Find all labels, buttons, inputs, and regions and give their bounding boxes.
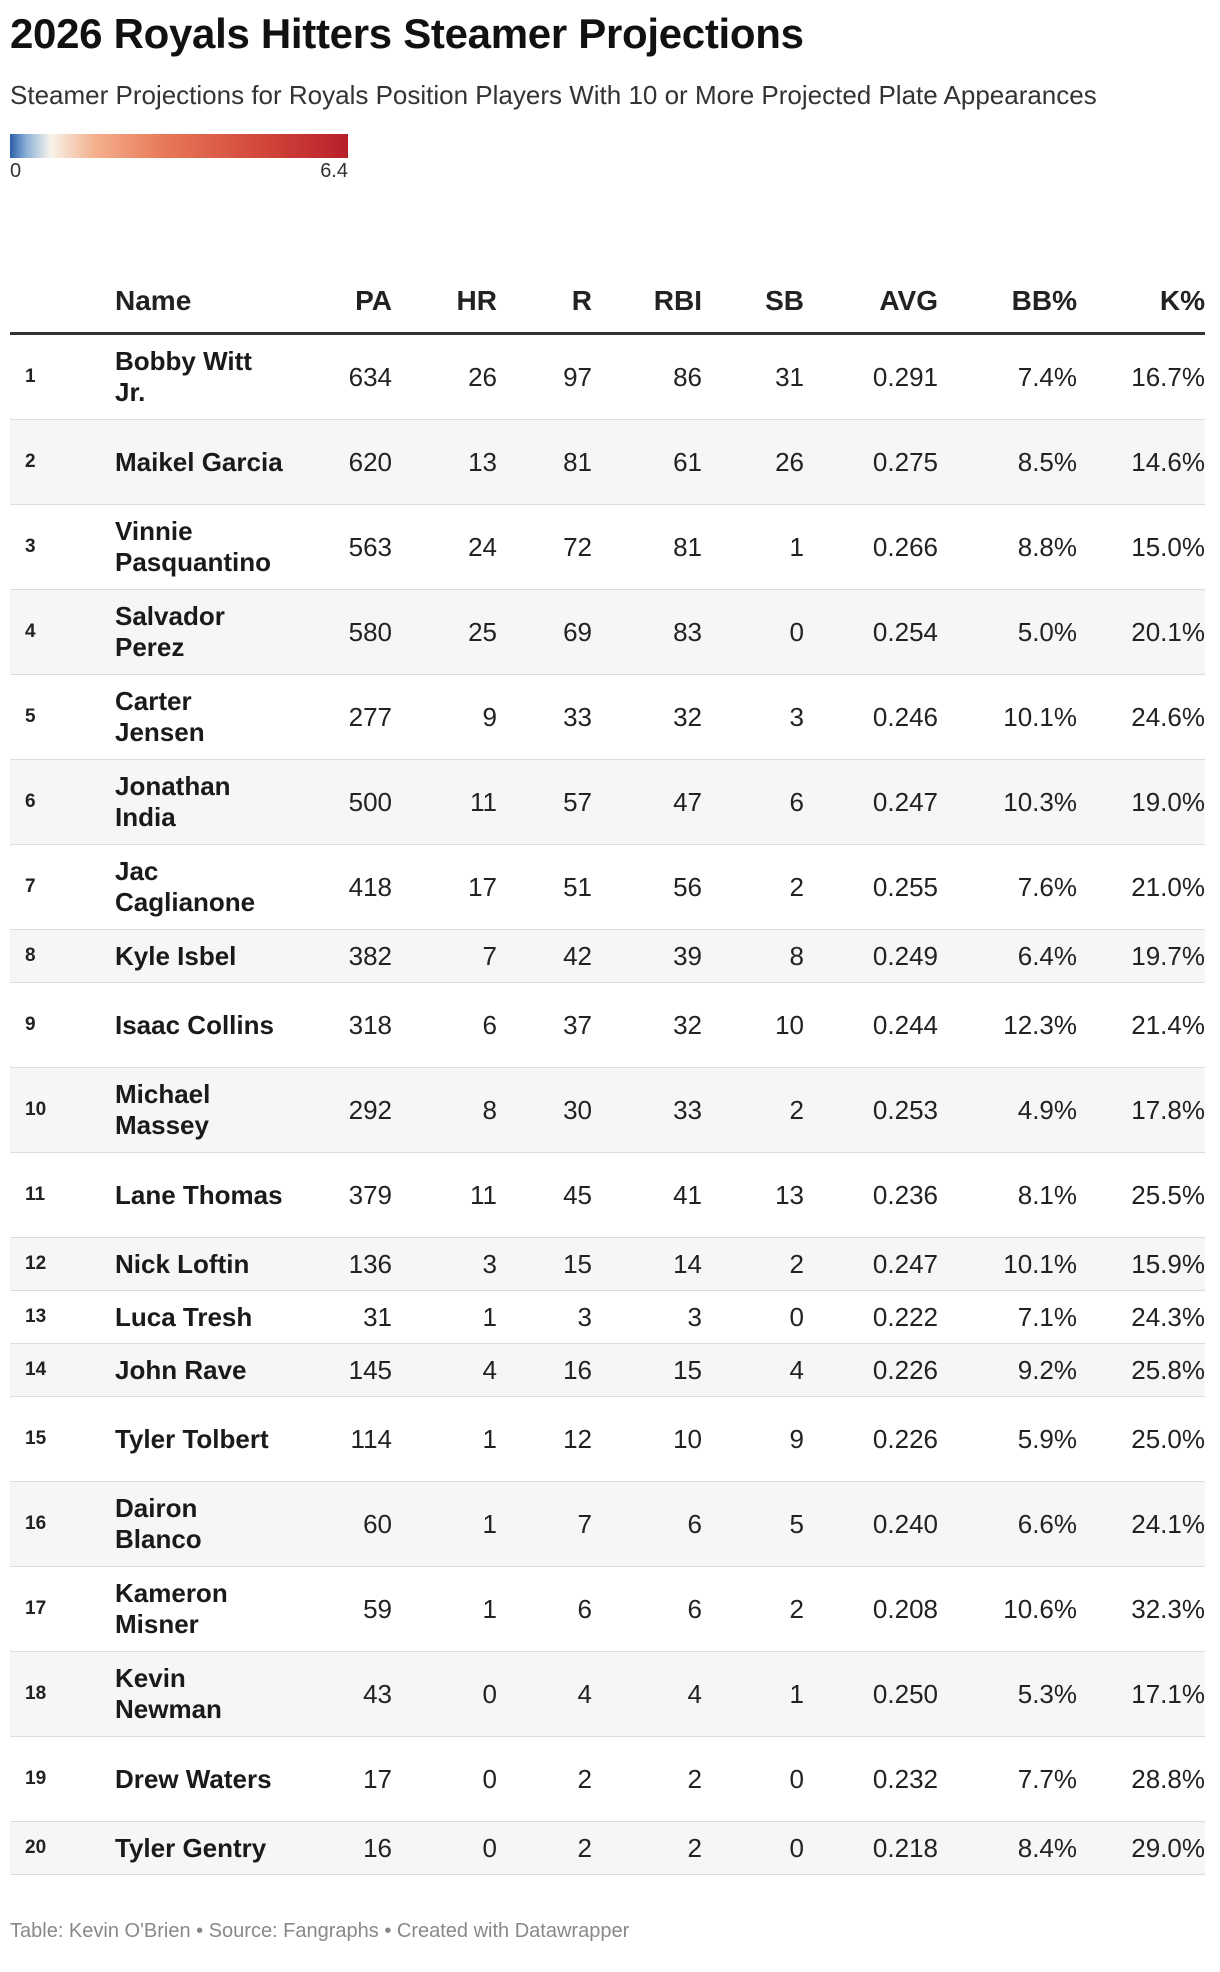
cell-hr: 26: [392, 334, 497, 420]
cell-name: Vinnie Pasquantino: [115, 505, 285, 590]
cell-pa: 379: [285, 1153, 392, 1238]
cell-rbi: 32: [592, 983, 702, 1068]
cell-avg: 0.250: [804, 1652, 938, 1737]
cell-rank: 19: [10, 1737, 115, 1822]
cell-bb-pct: 10.1%: [938, 1238, 1077, 1291]
cell-rank: 20: [10, 1822, 115, 1875]
cell-rank: 5: [10, 675, 115, 760]
table-row: [10, 1652, 1205, 1737]
cell-rbi: 81: [592, 505, 702, 590]
table-row: [10, 1153, 1205, 1238]
cell-sb: 8: [702, 930, 804, 983]
cell-r: 16: [497, 1344, 592, 1397]
cell-k-pct: 28.8%: [1077, 1737, 1205, 1822]
cell-avg: 0.291: [804, 334, 938, 420]
header-r[interactable]: R: [497, 270, 592, 334]
cell-sb: 0: [702, 590, 804, 675]
cell-avg: 0.246: [804, 675, 938, 760]
cell-pa: 145: [285, 1344, 392, 1397]
header-pa[interactable]: PA: [285, 270, 392, 334]
cell-name: John Rave: [115, 1344, 285, 1397]
cell-avg: 0.247: [804, 760, 938, 845]
cell-name: Tyler Tolbert: [115, 1397, 285, 1482]
cell-bb-pct: 12.3%: [938, 983, 1077, 1068]
cell-hr: 1: [392, 1397, 497, 1482]
table-row: [10, 1482, 1205, 1567]
table-row: [10, 675, 1205, 760]
cell-rbi: 47: [592, 760, 702, 845]
cell-sb: 1: [702, 1652, 804, 1737]
cell-hr: 0: [392, 1822, 497, 1875]
cell-hr: 1: [392, 1291, 497, 1344]
cell-hr: 6: [392, 983, 497, 1068]
cell-avg: 0.226: [804, 1397, 938, 1482]
cell-avg: 0.249: [804, 930, 938, 983]
cell-hr: 17: [392, 845, 497, 930]
cell-sb: 31: [702, 334, 804, 420]
cell-bb-pct: 8.1%: [938, 1153, 1077, 1238]
table-row: [10, 983, 1205, 1068]
header-k-pct[interactable]: K%: [1077, 270, 1205, 334]
cell-r: 2: [497, 1737, 592, 1822]
cell-name: Maikel Garcia: [115, 420, 285, 505]
cell-hr: 25: [392, 590, 497, 675]
table-row: [10, 1567, 1205, 1652]
cell-avg: 0.254: [804, 590, 938, 675]
table-row: [10, 1291, 1205, 1344]
cell-rbi: 10: [592, 1397, 702, 1482]
cell-hr: 3: [392, 1238, 497, 1291]
cell-name: Nick Loftin: [115, 1238, 285, 1291]
cell-r: 12: [497, 1397, 592, 1482]
cell-hr: 11: [392, 760, 497, 845]
cell-bb-pct: 5.0%: [938, 590, 1077, 675]
cell-hr: 13: [392, 420, 497, 505]
cell-hr: 8: [392, 1068, 497, 1153]
cell-avg: 0.226: [804, 1344, 938, 1397]
table-row: [10, 1344, 1205, 1397]
cell-pa: 634: [285, 334, 392, 420]
cell-rank: 13: [10, 1291, 115, 1344]
cell-pa: 318: [285, 983, 392, 1068]
cell-r: 97: [497, 334, 592, 420]
cell-sb: 2: [702, 1567, 804, 1652]
footer-credits: Table: Kevin O'Brien • Source: Fangraphs • Created with Datawrapper: [10, 1920, 630, 1942]
cell-sb: 3: [702, 675, 804, 760]
cell-hr: 0: [392, 1652, 497, 1737]
cell-name: Jac Caglianone: [115, 845, 285, 930]
cell-sb: 0: [702, 1737, 804, 1822]
legend-gradient-bar: [10, 134, 348, 158]
cell-sb: 2: [702, 845, 804, 930]
cell-sb: 4: [702, 1344, 804, 1397]
header-rank[interactable]: [10, 270, 115, 334]
cell-rbi: 6: [592, 1482, 702, 1567]
cell-bb-pct: 8.8%: [938, 505, 1077, 590]
cell-rbi: 15: [592, 1344, 702, 1397]
cell-name: Lane Thomas: [115, 1153, 285, 1238]
cell-pa: 136: [285, 1238, 392, 1291]
cell-pa: 16: [285, 1822, 392, 1875]
cell-k-pct: 24.1%: [1077, 1482, 1205, 1567]
cell-sb: 26: [702, 420, 804, 505]
cell-rbi: 39: [592, 930, 702, 983]
cell-pa: 17: [285, 1737, 392, 1822]
projections-table: [10, 270, 1205, 1875]
cell-avg: 0.266: [804, 505, 938, 590]
cell-r: 4: [497, 1652, 592, 1737]
cell-sb: 10: [702, 983, 804, 1068]
header-bb-pct[interactable]: BB%: [938, 270, 1077, 334]
table-row: [10, 930, 1205, 983]
cell-bb-pct: 5.9%: [938, 1397, 1077, 1482]
cell-hr: 24: [392, 505, 497, 590]
cell-bb-pct: 10.1%: [938, 675, 1077, 760]
cell-pa: 620: [285, 420, 392, 505]
cell-avg: 0.222: [804, 1291, 938, 1344]
cell-r: 7: [497, 1482, 592, 1567]
cell-avg: 0.255: [804, 845, 938, 930]
cell-name: Kevin Newman: [115, 1652, 285, 1737]
cell-rank: 1: [10, 334, 115, 420]
cell-sb: 5: [702, 1482, 804, 1567]
cell-pa: 43: [285, 1652, 392, 1737]
cell-rbi: 2: [592, 1822, 702, 1875]
cell-r: 57: [497, 760, 592, 845]
cell-rbi: 56: [592, 845, 702, 930]
cell-k-pct: 24.3%: [1077, 1291, 1205, 1344]
cell-name: Isaac Collins: [115, 983, 285, 1068]
cell-bb-pct: 6.6%: [938, 1482, 1077, 1567]
cell-sb: 6: [702, 760, 804, 845]
cell-bb-pct: 6.4%: [938, 930, 1077, 983]
cell-rank: 10: [10, 1068, 115, 1153]
header-row: [10, 270, 1205, 334]
cell-pa: 563: [285, 505, 392, 590]
cell-k-pct: 19.0%: [1077, 760, 1205, 845]
header-hr[interactable]: HR: [392, 270, 497, 334]
cell-r: 45: [497, 1153, 592, 1238]
header-name[interactable]: Name: [115, 270, 285, 334]
cell-rbi: 2: [592, 1737, 702, 1822]
cell-rank: 6: [10, 760, 115, 845]
cell-sb: 9: [702, 1397, 804, 1482]
cell-name: Kameron Misner: [115, 1567, 285, 1652]
cell-sb: 1: [702, 505, 804, 590]
cell-rank: 7: [10, 845, 115, 930]
cell-bb-pct: 8.5%: [938, 420, 1077, 505]
cell-bb-pct: 10.3%: [938, 760, 1077, 845]
cell-rbi: 3: [592, 1291, 702, 1344]
cell-avg: 0.247: [804, 1238, 938, 1291]
cell-name: Michael Massey: [115, 1068, 285, 1153]
cell-name: Drew Waters: [115, 1737, 285, 1822]
cell-r: 3: [497, 1291, 592, 1344]
cell-pa: 292: [285, 1068, 392, 1153]
cell-r: 81: [497, 420, 592, 505]
cell-rank: 11: [10, 1153, 115, 1238]
cell-hr: 1: [392, 1482, 497, 1567]
cell-r: 33: [497, 675, 592, 760]
cell-avg: 0.253: [804, 1068, 938, 1153]
cell-rbi: 4: [592, 1652, 702, 1737]
cell-name: Dairon Blanco: [115, 1482, 285, 1567]
page-subtitle: Steamer Projections for Royals Position Players With 10 or More Projected Plate Appearances: [10, 80, 1097, 110]
cell-name: Luca Tresh: [115, 1291, 285, 1344]
cell-k-pct: 29.0%: [1077, 1822, 1205, 1875]
table-row: [10, 845, 1205, 930]
cell-k-pct: 14.6%: [1077, 420, 1205, 505]
table-row: [10, 590, 1205, 675]
cell-rbi: 86: [592, 334, 702, 420]
cell-pa: 418: [285, 845, 392, 930]
legend-labels: [10, 158, 348, 186]
cell-hr: 9: [392, 675, 497, 760]
cell-name: Kyle Isbel: [115, 930, 285, 983]
cell-sb: 0: [702, 1822, 804, 1875]
cell-avg: 0.244: [804, 983, 938, 1068]
cell-bb-pct: 10.6%: [938, 1567, 1077, 1652]
cell-pa: 59: [285, 1567, 392, 1652]
header-sb[interactable]: SB: [702, 270, 804, 334]
cell-k-pct: 25.5%: [1077, 1153, 1205, 1238]
cell-avg: 0.236: [804, 1153, 938, 1238]
cell-r: 69: [497, 590, 592, 675]
cell-rank: 16: [10, 1482, 115, 1567]
table-row: [10, 505, 1205, 590]
cell-avg: 0.208: [804, 1567, 938, 1652]
table-header: [10, 270, 1205, 334]
cell-avg: 0.232: [804, 1737, 938, 1822]
cell-name: Jonathan India: [115, 760, 285, 845]
cell-bb-pct: 5.3%: [938, 1652, 1077, 1737]
cell-rbi: 32: [592, 675, 702, 760]
cell-name: Tyler Gentry: [115, 1822, 285, 1875]
cell-name: Bobby Witt Jr.: [115, 334, 285, 420]
cell-r: 72: [497, 505, 592, 590]
cell-bb-pct: 9.2%: [938, 1344, 1077, 1397]
cell-pa: 500: [285, 760, 392, 845]
cell-rank: 4: [10, 590, 115, 675]
cell-bb-pct: 8.4%: [938, 1822, 1077, 1875]
cell-k-pct: 15.0%: [1077, 505, 1205, 590]
cell-sb: 0: [702, 1291, 804, 1344]
header-rbi[interactable]: RBI: [592, 270, 702, 334]
cell-rank: 2: [10, 420, 115, 505]
cell-r: 15: [497, 1238, 592, 1291]
table-body: [10, 334, 1205, 1875]
cell-bb-pct: 7.7%: [938, 1737, 1077, 1822]
cell-r: 42: [497, 930, 592, 983]
cell-pa: 277: [285, 675, 392, 760]
header-avg[interactable]: AVG: [804, 270, 938, 334]
cell-k-pct: 17.8%: [1077, 1068, 1205, 1153]
cell-k-pct: 32.3%: [1077, 1567, 1205, 1652]
cell-pa: 60: [285, 1482, 392, 1567]
cell-k-pct: 21.0%: [1077, 845, 1205, 930]
cell-pa: 31: [285, 1291, 392, 1344]
cell-k-pct: 15.9%: [1077, 1238, 1205, 1291]
table-row: [10, 1737, 1205, 1822]
cell-pa: 382: [285, 930, 392, 983]
cell-sb: 2: [702, 1068, 804, 1153]
cell-rbi: 83: [592, 590, 702, 675]
cell-r: 51: [497, 845, 592, 930]
cell-pa: 114: [285, 1397, 392, 1482]
cell-bb-pct: 7.6%: [938, 845, 1077, 930]
cell-avg: 0.218: [804, 1822, 938, 1875]
table-row: [10, 1822, 1205, 1875]
page-title: 2026 Royals Hitters Steamer Projections: [10, 10, 804, 57]
cell-rank: 9: [10, 983, 115, 1068]
table-row: [10, 1068, 1205, 1153]
cell-hr: 0: [392, 1737, 497, 1822]
cell-sb: 2: [702, 1238, 804, 1291]
cell-k-pct: 21.4%: [1077, 983, 1205, 1068]
table-row: [10, 1238, 1205, 1291]
cell-pa: 580: [285, 590, 392, 675]
cell-rank: 3: [10, 505, 115, 590]
cell-k-pct: 20.1%: [1077, 590, 1205, 675]
cell-hr: 11: [392, 1153, 497, 1238]
cell-r: 2: [497, 1822, 592, 1875]
color-legend: [10, 134, 348, 186]
cell-rank: 15: [10, 1397, 115, 1482]
cell-k-pct: 17.1%: [1077, 1652, 1205, 1737]
cell-r: 30: [497, 1068, 592, 1153]
cell-rank: 14: [10, 1344, 115, 1397]
cell-hr: 1: [392, 1567, 497, 1652]
cell-rbi: 6: [592, 1567, 702, 1652]
cell-bb-pct: 4.9%: [938, 1068, 1077, 1153]
cell-rbi: 41: [592, 1153, 702, 1238]
cell-k-pct: 19.7%: [1077, 930, 1205, 983]
table-row: [10, 334, 1205, 420]
cell-hr: 7: [392, 930, 497, 983]
cell-name: Carter Jensen: [115, 675, 285, 760]
cell-k-pct: 24.6%: [1077, 675, 1205, 760]
cell-avg: 0.240: [804, 1482, 938, 1567]
cell-bb-pct: 7.1%: [938, 1291, 1077, 1344]
cell-hr: 4: [392, 1344, 497, 1397]
legend-max-label: 6.4: [320, 160, 348, 182]
cell-k-pct: 16.7%: [1077, 334, 1205, 420]
table-row: [10, 1397, 1205, 1482]
cell-k-pct: 25.0%: [1077, 1397, 1205, 1482]
cell-avg: 0.275: [804, 420, 938, 505]
cell-bb-pct: 7.4%: [938, 334, 1077, 420]
table-row: [10, 420, 1205, 505]
cell-rbi: 61: [592, 420, 702, 505]
cell-r: 6: [497, 1567, 592, 1652]
cell-r: 37: [497, 983, 592, 1068]
cell-k-pct: 25.8%: [1077, 1344, 1205, 1397]
cell-rank: 18: [10, 1652, 115, 1737]
cell-rank: 8: [10, 930, 115, 983]
cell-sb: 13: [702, 1153, 804, 1238]
cell-rank: 17: [10, 1567, 115, 1652]
cell-rbi: 14: [592, 1238, 702, 1291]
legend-min-label: 0: [10, 160, 22, 182]
cell-rbi: 33: [592, 1068, 702, 1153]
table-row: [10, 760, 1205, 845]
cell-rank: 12: [10, 1238, 115, 1291]
cell-name: Salvador Perez: [115, 590, 285, 675]
